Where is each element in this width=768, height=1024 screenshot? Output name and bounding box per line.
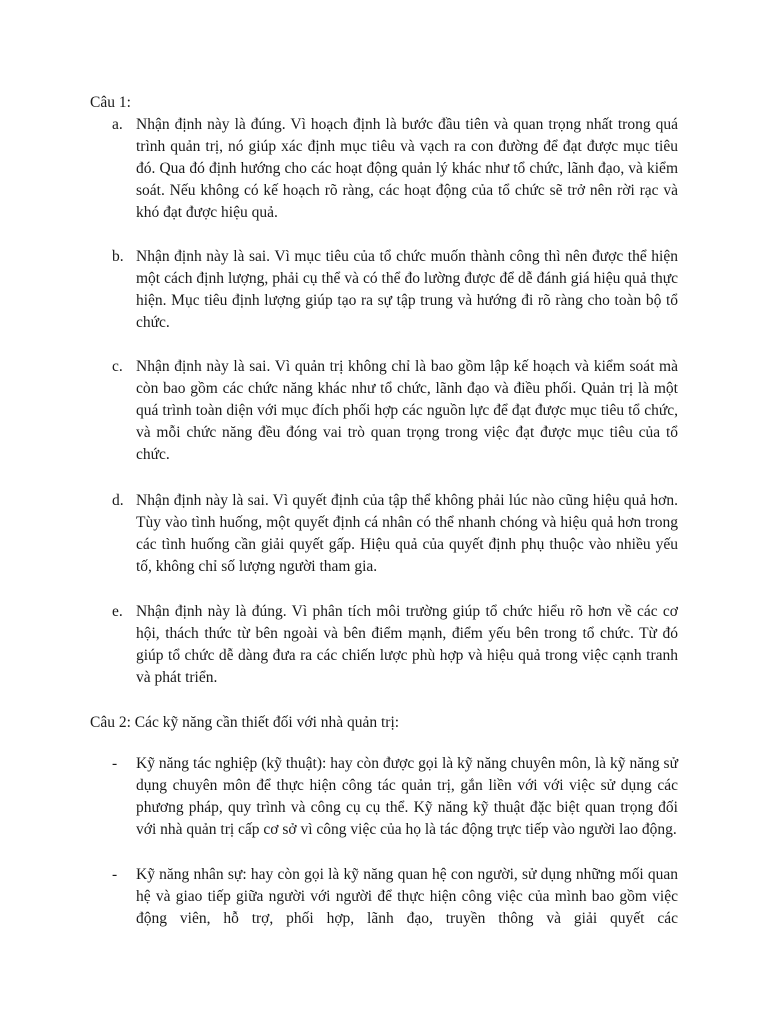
- answer-text: Nhận định này là sai. Vì mục tiêu của tổ chức muốn thành công thì nên được thể hiện một cách định lượng, phải cụ thể và có thể đo lường được để dễ đánh giá hiệu quả thực hiện. Mục tiêu định lượng giúp tạo ra sự tập trung và hướng đi rõ ràng cho toàn bộ tổ chức.: [136, 248, 678, 331]
- question-2-heading: Câu 2: Các kỹ năng cần thiết đối với nhà quản trị:: [90, 714, 400, 731]
- list-marker: c.: [112, 358, 123, 375]
- answer-item-c: [90, 356, 678, 466]
- list-marker: e.: [112, 603, 123, 620]
- answer-text: Nhận định này là sai. Vì quyết định của tập thể không phải lúc nào cũng hiệu quả hơn. Tùy vào tình huống, một quyết định cá nhân có thể nhanh chóng và hiệu quả hơn trong các tình huống cần giải quyết gấp. Hiệu quả của quyết định phụ thuộc vào nhiều yếu tố, không chỉ số lượng người tham gia.: [136, 492, 678, 575]
- skill-item-human: [90, 864, 678, 930]
- list-marker: b.: [112, 248, 124, 265]
- skill-text: Kỹ năng nhân sự: hay còn gọi là kỹ năng quan hệ con người, sử dụng những mối quan hệ và giao tiếp giữa người với người để thực hiện công việc của mình bao gồm việc động viên, hỗ trợ, phối hợp, lãnh đạo, truyền thông và giải quyết các: [136, 866, 678, 927]
- answer-text: Nhận định này là đúng. Vì hoạch định là bước đầu tiên và quan trọng nhất trong quá trình quản trị, nó giúp xác định mục tiêu và vạch ra con đường để đạt được mục tiêu đó. Qua đó định hướng cho các hoạt động quản lý khác như tổ chức, lãnh đạo, và kiểm soát. Nếu không có kế hoạch rõ ràng, các hoạt động của tổ chức sẽ trở nên rời rạc và khó đạt được hiệu quả.: [136, 116, 678, 221]
- list-marker: a.: [112, 116, 123, 133]
- answer-text: Nhận định này là sai. Vì quản trị không chỉ là bao gồm lập kế hoạch và kiểm soát mà còn bao gồm các chức năng khác như tổ chức, lãnh đạo và điều phối. Quản trị là một quá trình toàn diện với mục đích phối hợp các nguồn lực để đạt được mục tiêu tổ chức, và mỗi chức năng đều đóng vai trò quan trọng trong việc đạt được mục tiêu của tổ chức.: [136, 358, 678, 463]
- bullet-dash: -: [112, 755, 118, 772]
- answer-text: Nhận định này là đúng. Vì phân tích môi trường giúp tổ chức hiểu rõ hơn về các cơ hội, thách thức từ bên ngoài và bên điểm mạnh, điểm yếu bên trong tổ chức. Từ đó giúp tổ chức dễ dàng đưa ra các chiến lược phù hợp và hiệu quả trong việc cạnh tranh và phát triển.: [136, 603, 678, 686]
- question-1-heading: Câu 1:: [90, 94, 131, 111]
- answer-item-d: [90, 490, 678, 578]
- answer-item-a: [90, 114, 678, 224]
- skill-item-technical: [90, 753, 678, 841]
- bullet-dash: -: [112, 866, 118, 883]
- skill-text: Kỹ năng tác nghiệp (kỹ thuật): hay còn được gọi là kỹ năng chuyên môn, là kỹ năng sử dụng chuyên môn để thực hiện công tác quản trị, gắn liền với với việc sử dụng các phương pháp, quy trình và công cụ cụ thể. Kỹ năng kỹ thuật đặc biệt quan trọng đối với nhà quản trị cấp cơ sở vì công việc của họ là tác động trực tiếp vào người lao động.: [136, 755, 678, 838]
- answer-item-e: [90, 601, 678, 689]
- list-marker: d.: [112, 492, 124, 509]
- answer-item-b: [90, 246, 678, 334]
